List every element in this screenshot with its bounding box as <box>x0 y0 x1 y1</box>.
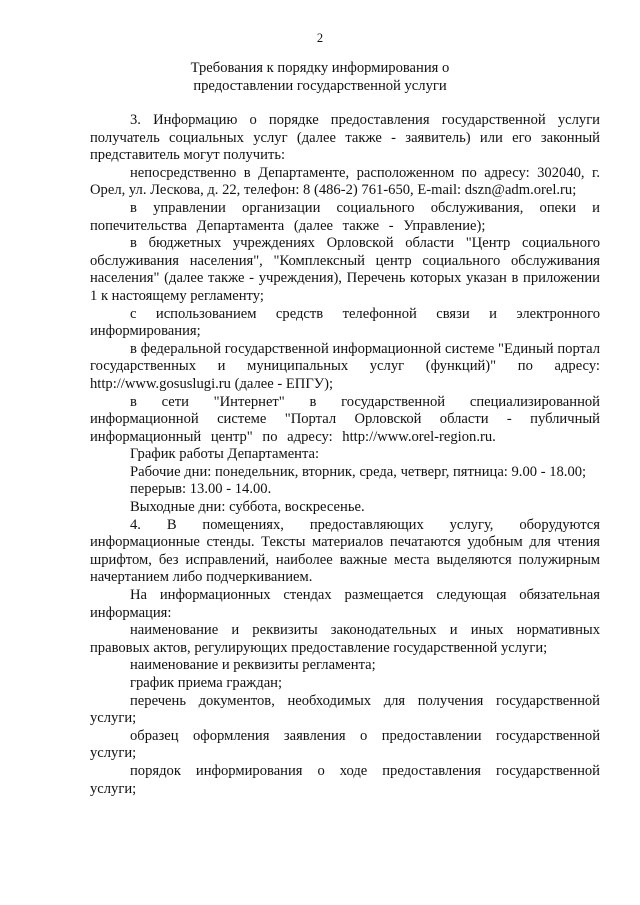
list-item-application-sample: образец оформления заявления о предоставлении государственной услуги; <box>90 727 600 762</box>
paragraph-working-days: Рабочие дни: понедельник, вторник, среда, четверг, пятница: 9.00 - 18.00; <box>130 463 587 480</box>
section-title-line-2: предоставлении государственной услуги <box>193 78 447 94</box>
paragraph-stand-info: На информационных стендах размещается следующая обязательная информация: <box>90 587 600 621</box>
paragraph-budget-institutions: в бюджетных учреждениях Орловской области "Центр социального обслуживания населения", "Комплексный центр социального обслуживания населения" (далее также - учреждения), Перечень которых указан в приложении 1 к настоящему регламенту; <box>90 235 600 304</box>
list-item-documents: перечень документов, необходимых для получения государственной услуги; <box>90 692 600 727</box>
paragraph-schedule-title: График работы Департамента: <box>130 446 320 463</box>
document-body <box>90 112 600 798</box>
paragraph-internet: в сети "Интернет" в государственной специализированной информационной системе "Портал Орловской области - публичный информационный центр" по адресу: http://www.orel-region.ru. <box>90 393 600 445</box>
list-item-legal-acts: наименование и реквизиты законодательных и иных нормативных правовых актов, регулирующих предоставление государственной услуги; <box>90 622 600 656</box>
paragraph-4-stands: 4. В помещениях, предоставляющих услугу, оборудуются информационные стенды. Тексты материалов печатаются удобным для чтения шрифтом, без исправлений, наиболее важные места выделяются полужирным начертанием либо подчеркиванием. <box>90 516 600 586</box>
paragraph-days-off: Выходные дни: суббота, воскресенье. <box>130 499 365 516</box>
paragraph-department-address: непосредственно в Департаменте, расположенном по адресу: 302040, г. Орел, ул. Лескова, д. 22, телефон: 8 (486-2) 761-650, E-mail: dszn@adm.orel.ru; <box>90 164 600 199</box>
list-item-regulation: наименование и реквизиты регламента; <box>130 657 376 674</box>
paragraph-3-intro: 3. Информацию о порядке предоставления государственной услуги получатель социальных услуг (далее также - заявитель) или его законный представитель могут получить: <box>90 112 600 164</box>
paragraph-management: в управлении организации социального обслуживания, опеки и попечительства Департамента (далее также - Управление); <box>90 199 600 234</box>
section-title-line-1: Требования к порядку информирования о <box>190 60 450 76</box>
paragraph-epgu: в федеральной государственной информационной системе "Единый портал государственных и муниципальных услуг (функций)" по адресу: http://www.gosuslugi.ru (далее - ЕПГУ); <box>90 340 600 392</box>
list-item-informing-procedure: порядок информирования о ходе предоставления государственной услуги; <box>90 762 600 797</box>
page-number: 2 <box>316 31 324 45</box>
section-title <box>0 59 640 95</box>
paragraph-break: перерыв: 13.00 - 14.00. <box>130 481 272 498</box>
list-item-reception-schedule: график приема граждан; <box>130 675 283 691</box>
paragraph-telephone: с использованием средств телефонной связи и электронного информирования; <box>90 305 600 340</box>
